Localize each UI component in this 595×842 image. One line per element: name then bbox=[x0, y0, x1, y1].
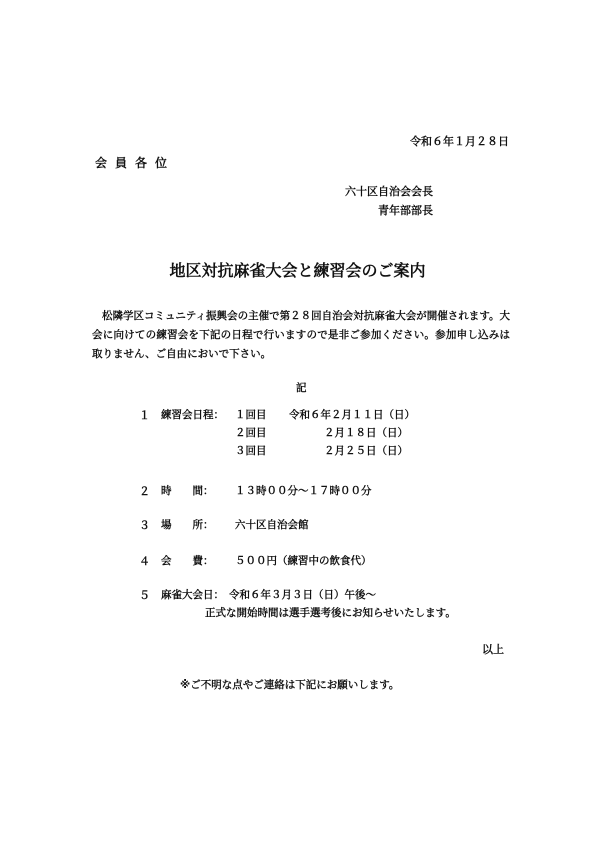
item-label: 会 費： bbox=[161, 555, 214, 567]
session-date: 令和６年２月１１日（日） bbox=[289, 409, 415, 421]
session-label: ３回目 bbox=[235, 445, 267, 457]
item-number: ３ bbox=[139, 519, 150, 532]
session-date: ２月１８日（日） bbox=[324, 427, 408, 439]
document-date: 令和６年１月２８日 bbox=[410, 135, 509, 148]
session-date: ２月２５日（日） bbox=[324, 445, 408, 457]
item-value: 令和６年３月３日（日）午後～ bbox=[229, 589, 376, 601]
item-number: ５ bbox=[139, 589, 150, 602]
footer-note: ※ご不明な点やご連絡は下記にお願いします。 bbox=[180, 679, 400, 691]
item-number: ４ bbox=[139, 555, 150, 568]
sender-line-2: 青年部部長 bbox=[378, 204, 433, 217]
session-label: ２回目 bbox=[235, 427, 267, 439]
item-number: ２ bbox=[139, 485, 150, 498]
closing-mark: 以上 bbox=[482, 643, 504, 656]
session-label: １回目 bbox=[235, 409, 267, 421]
item-value: １３時００分～１７時００分 bbox=[235, 485, 372, 497]
item-value: 六十区自治会館 bbox=[235, 519, 309, 531]
tournament-note: 正式な開始時間は選手選考後にお知らせいたします。 bbox=[205, 607, 456, 619]
sender-line-1: 六十区自治会会長 bbox=[345, 185, 433, 198]
item-label: 場 所： bbox=[161, 519, 214, 531]
ki-heading: 記 bbox=[296, 382, 307, 394]
item-label: 時 間： bbox=[161, 485, 214, 497]
item-value: ５００円（練習中の飲食代） bbox=[235, 555, 372, 567]
item-number: １ bbox=[139, 409, 150, 422]
body-paragraph: 松隣学区コミュニティ振興会の主催で第２８回自治会対抗麻雀大会が開催されます。大会に向けての練習会を下記の日程で行いますので是非ご参加ください。参加申し込みは取りません、ご自由においで下さい。 bbox=[92, 310, 510, 360]
document-title: 地区対抗麻雀大会と練習会のご案内 bbox=[169, 261, 426, 280]
recipient: 会員各位 bbox=[95, 156, 176, 170]
item-label: 麻雀大会日： bbox=[161, 589, 224, 601]
item-label: 練習会日程： bbox=[161, 409, 224, 421]
